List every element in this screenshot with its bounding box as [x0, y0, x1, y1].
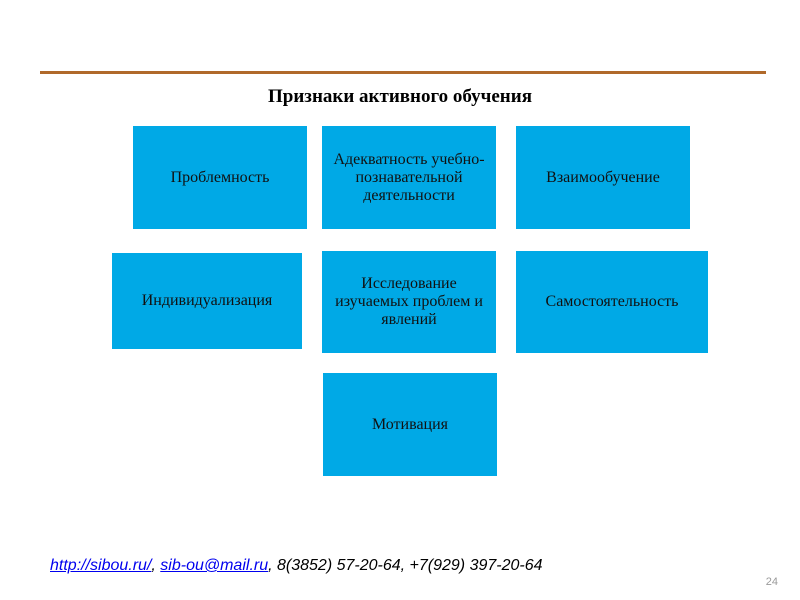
box-label: Взаимообучение	[546, 168, 660, 186]
footer-separator: ,	[151, 557, 161, 574]
title-divider	[40, 71, 766, 74]
box-problematic	[133, 126, 307, 229]
box-label: Мотивация	[371, 415, 449, 433]
page-number: 24	[765, 576, 778, 588]
box-label: Адекватность учебно-познавательной деятельности	[333, 150, 485, 204]
box-label: Проблемность	[170, 168, 270, 186]
box-label: Самостоятельность	[545, 293, 679, 310]
box-independence	[516, 251, 708, 353]
footer-contacts	[50, 557, 543, 575]
slide-title: Признаки активного обучения	[268, 86, 532, 107]
box-research	[322, 251, 496, 353]
box-label: Индивидуализация	[141, 292, 273, 309]
site-link[interactable]: http://sibou.ru/	[50, 557, 152, 574]
phone-numbers: , 8(3852) 57-20-64, +7(929) 397-20-64	[268, 557, 543, 574]
box-individualization	[112, 253, 302, 349]
box-adequacy	[322, 126, 496, 229]
box-mutual-learning	[516, 126, 690, 229]
box-motivation	[323, 373, 497, 476]
email-link[interactable]: sib-ou@mail.ru	[160, 557, 269, 574]
box-label: Исследование изучаемых проблем и явлений	[335, 275, 483, 328]
